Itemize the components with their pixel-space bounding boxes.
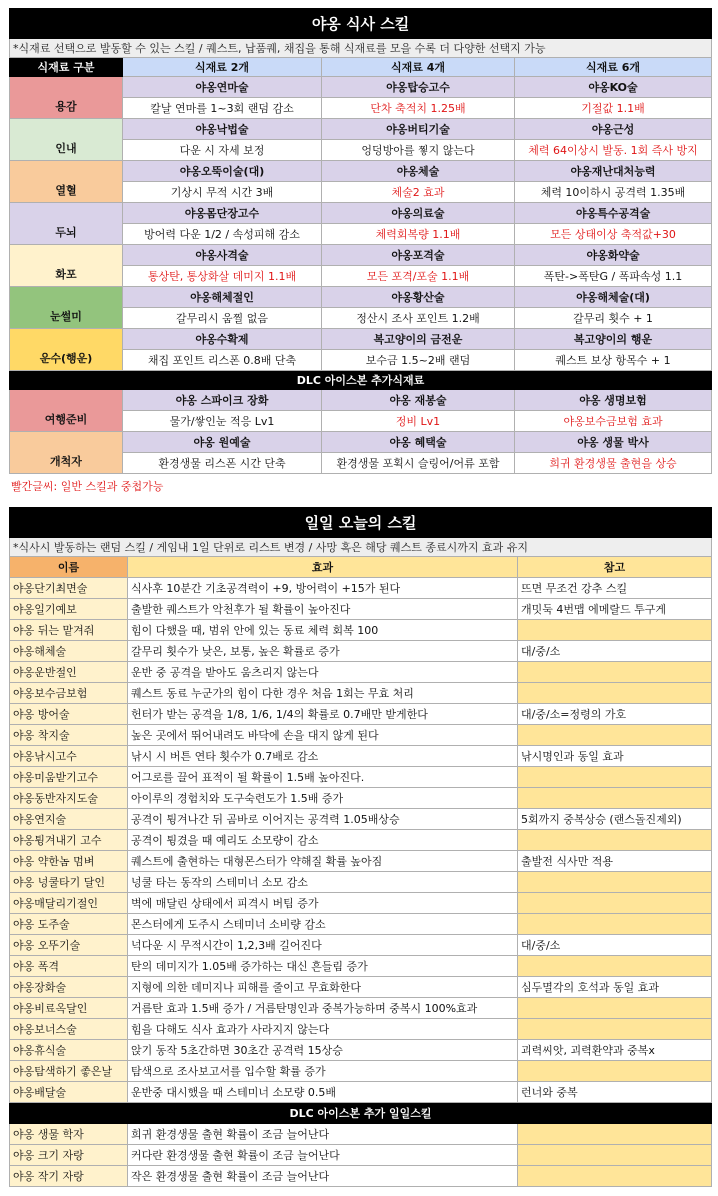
skill-reference: 출발전 식사만 적용 [518, 851, 712, 872]
skill-effect: 넝쿨 타는 동작의 스테미너 소모 감소 [128, 872, 518, 893]
table-row [10, 893, 712, 914]
skill-name: 야옹 도주술 [10, 914, 128, 935]
skill-name: 야옹보수금보험 [10, 683, 128, 704]
skill-effect: 보수금 1.5~2배 랜덤 [322, 350, 515, 371]
skill-name: 야옹 오뚜기술 [10, 935, 128, 956]
skill-effect: 채집 포인트 리스폰 0.8배 단축 [123, 350, 322, 371]
table-row [10, 809, 712, 830]
skill-reference [518, 1166, 712, 1187]
skill-effect: 앉기 동작 5초간하면 30초간 공격력 15상승 [128, 1040, 518, 1061]
skill-name: 야옹배달술 [10, 1082, 128, 1103]
skill-name: 야옹탑승고수 [322, 77, 515, 98]
skill-effect: 모든 포격/포술 1.1배 [322, 266, 515, 287]
skill-effect: 환경생물 리스폰 시간 단축 [123, 453, 322, 474]
skill-effect: 어그로를 끌어 표적이 될 확률이 1.5배 높아진다. [128, 767, 518, 788]
skill-reference [518, 620, 712, 641]
skill-name: 복고양이의 행운 [515, 329, 712, 350]
skill-reference: 뜨면 무조건 강추 스킬 [518, 578, 712, 599]
table-row [10, 788, 712, 809]
skill-name: 야옹황산술 [322, 287, 515, 308]
skill-name: 야옹장화술 [10, 977, 128, 998]
skill-name: 야옹 작기 자랑 [10, 1166, 128, 1187]
dlc-header: DLC 아이스본 추가식재료 [10, 371, 712, 390]
skill-name: 야옹 스파이크 장화 [123, 390, 322, 411]
skill-effect: 힘을 다해도 식사 효과가 사라지지 않는다 [128, 1019, 518, 1040]
ingredient-category: 운수(행운) [10, 329, 123, 371]
skill-effect: 엉덩방아를 찧지 않는다 [322, 140, 515, 161]
table-row [10, 1019, 712, 1040]
skill-effect: 운반중 대시했을 때 스테미너 소모량 0.5배 [128, 1082, 518, 1103]
skill-name: 야옹 생물 학자 [10, 1124, 128, 1145]
meal-skill-table [9, 8, 712, 474]
skill-reference: 대/중/소=정령의 가호 [518, 704, 712, 725]
skill-reference: 런너와 중복 [518, 1082, 712, 1103]
skill-name: 야옹운반절인 [10, 662, 128, 683]
section-note: *식사시 발동하는 랜덤 스킬 / 게임내 1일 단위로 리스트 변경 / 사망 혹은 해당 퀘스트 종료시까지 효과 유지 [10, 538, 712, 557]
table-row [10, 767, 712, 788]
skill-name: 야옹해체술 [10, 641, 128, 662]
skill-name: 야옹연마술 [123, 77, 322, 98]
skill-effect: 갈무리 횟수 + 1 [515, 308, 712, 329]
table-row [10, 1124, 712, 1145]
skill-effect: 탄의 데미지가 1.05배 증가하는 대신 흔들림 증가 [128, 956, 518, 977]
ingredient-category: 눈썰미 [10, 287, 123, 329]
skill-name: 야옹 크기 자랑 [10, 1145, 128, 1166]
table-row [10, 998, 712, 1019]
skill-effect: 기상시 무적 시간 3배 [123, 182, 322, 203]
column-header: 참고 [518, 557, 712, 578]
column-header: 효과 [128, 557, 518, 578]
table-row [10, 620, 712, 641]
skill-effect: 다운 시 자세 보정 [123, 140, 322, 161]
skill-name: 야옹포격술 [322, 245, 515, 266]
skill-effect: 야옹보수금보험 효과 [515, 411, 712, 432]
skill-name: 야옹KO술 [515, 77, 712, 98]
skill-reference [518, 956, 712, 977]
red-text-legend: 빨간글씨: 일반 스킬과 중첩가능 [11, 480, 164, 493]
skill-reference: 낚시명인과 동일 효과 [518, 746, 712, 767]
skill-effect: 체력회복량 1.1배 [322, 224, 515, 245]
skill-reference [518, 872, 712, 893]
skill-reference [518, 914, 712, 935]
skill-effect: 모든 상태이상 축적값+30 [515, 224, 712, 245]
ingredient-category: 화포 [10, 245, 123, 287]
skill-reference: 심두멸각의 호석과 동일 효과 [518, 977, 712, 998]
skill-name: 야옹 넝쿨타기 달인 [10, 872, 128, 893]
skill-name: 야옹 약한놈 멈벼 [10, 851, 128, 872]
skill-effect: 탐색으로 조사보고서를 입수할 확률 증가 [128, 1061, 518, 1082]
ingredient-category: 열혈 [10, 161, 123, 203]
skill-reference [518, 830, 712, 851]
column-header: 식재료 2개 [123, 58, 322, 77]
skill-effect: 갈무리 횟수가 낮은, 보통, 높은 확률로 증가 [128, 641, 518, 662]
skill-effect: 체력 10이하시 공격력 1.35배 [515, 182, 712, 203]
section-title: 일일 오늘의 스킬 [10, 508, 712, 538]
skill-effect: 희귀 환경생물 출현 확률이 조금 늘어난다 [128, 1124, 518, 1145]
skill-reference: 5회까지 중복상승 (랜스돌진제외) [518, 809, 712, 830]
skill-name: 야옹 착지술 [10, 725, 128, 746]
ingredient-category: 여행준비 [10, 390, 123, 432]
skill-name: 야옹오뚝이술(대) [123, 161, 322, 182]
table-row [10, 872, 712, 893]
skill-name: 야옹매달리기절인 [10, 893, 128, 914]
table-row [10, 578, 712, 599]
skill-name: 야옹체술 [322, 161, 515, 182]
skill-reference: 개밋둑 4번맵 에메랄드 투구게 [518, 599, 712, 620]
skill-reference: 대/중/소 [518, 641, 712, 662]
skill-reference [518, 1124, 712, 1145]
skill-name: 야옹근성 [515, 119, 712, 140]
table-row [10, 1061, 712, 1082]
skill-effect: 정비 Lv1 [322, 411, 515, 432]
column-header: 식재료 6개 [515, 58, 712, 77]
skill-name: 야옹동반자지도술 [10, 788, 128, 809]
skill-name: 야옹해체절인 [123, 287, 322, 308]
skill-effect: 거름탄 효과 1.5배 증가 / 거름탄명인과 중복가능하며 중복시 100%효과 [128, 998, 518, 1019]
skill-effect: 기절값 1.1배 [515, 98, 712, 119]
skill-effect: 퀘스트 보상 항목수 + 1 [515, 350, 712, 371]
skill-effect: 헌터가 받는 공격을 1/8, 1/6, 1/4의 확률로 0.7배만 받게한다 [128, 704, 518, 725]
table-row [10, 1166, 712, 1187]
skill-reference: 괴력씨앗, 괴력환약과 중복x [518, 1040, 712, 1061]
skill-effect: 환경생물 포획시 슬링어/어류 포함 [322, 453, 515, 474]
skill-name: 야옹 생명보험 [515, 390, 712, 411]
ingredient-category: 용감 [10, 77, 123, 119]
skill-reference [518, 788, 712, 809]
skill-reference [518, 683, 712, 704]
skill-name: 야옹낙법술 [123, 119, 322, 140]
skill-effect: 식사후 10분간 기초공격력이 +9, 방어력이 +15가 된다 [128, 578, 518, 599]
skill-name: 야옹 혜택술 [322, 432, 515, 453]
skill-effect: 커다란 환경생물 출현 확률이 조금 늘어난다 [128, 1145, 518, 1166]
column-header: 식재료 4개 [322, 58, 515, 77]
table-row [10, 1145, 712, 1166]
skill-reference [518, 662, 712, 683]
skill-name: 야옹 폭격 [10, 956, 128, 977]
skill-reference: 대/중/소 [518, 935, 712, 956]
column-header: 이름 [10, 557, 128, 578]
skill-name: 야옹몸단장고수 [123, 203, 322, 224]
skill-effect: 갈무리시 움찔 없음 [123, 308, 322, 329]
daily-skill-table [9, 507, 712, 1187]
skill-effect: 물가/쌓인눈 적응 Lv1 [123, 411, 322, 432]
skill-effect: 넉다운 시 무적시간이 1,2,3배 길어진다 [128, 935, 518, 956]
skill-name: 야옹 뒤는 맡겨줘 [10, 620, 128, 641]
skill-name: 야옹튕겨내기 고수 [10, 830, 128, 851]
skill-name: 야옹낚시고수 [10, 746, 128, 767]
skill-name: 야옹특수공격술 [515, 203, 712, 224]
table-row [10, 956, 712, 977]
skill-name: 야옹 방어술 [10, 704, 128, 725]
ingredient-category: 개척자 [10, 432, 123, 474]
table-row [10, 725, 712, 746]
table-row [10, 599, 712, 620]
skill-name: 야옹재난대처능력 [515, 161, 712, 182]
skill-name: 야옹비료옥달인 [10, 998, 128, 1019]
skill-effect: 퀘스트에 출현하는 대형몬스터가 약해질 확률 높아짐 [128, 851, 518, 872]
skill-effect: 벽에 매달린 상태에서 피격시 버팀 증가 [128, 893, 518, 914]
ingredient-category: 두뇌 [10, 203, 123, 245]
skill-effect: 폭탄->폭탄G / 폭파속성 1.1 [515, 266, 712, 287]
skill-reference [518, 767, 712, 788]
skill-effect: 지형에 의한 데미지나 피해를 줄이고 무효화한다 [128, 977, 518, 998]
table-row [10, 662, 712, 683]
skill-effect: 작은 환경생물 출현 확률이 조금 늘어난다 [128, 1166, 518, 1187]
skill-effect: 몬스터에게 도주시 스테미너 소비량 감소 [128, 914, 518, 935]
skill-effect: 체술2 효과 [322, 182, 515, 203]
skill-effect: 출발한 퀘스트가 악천후가 될 확률이 높아진다 [128, 599, 518, 620]
skill-name: 야옹탐색하기 좋은날 [10, 1061, 128, 1082]
ingredient-category: 인내 [10, 119, 123, 161]
table-row [10, 914, 712, 935]
skill-effect: 힘이 다했을 때, 범위 안에 있는 동료 체력 회복 100 [128, 620, 518, 641]
skill-effect: 아이루의 경험치와 도구숙련도가 1.5배 증가 [128, 788, 518, 809]
dlc-header: DLC 아이스본 추가 일일스킬 [10, 1103, 712, 1124]
skill-reference [518, 893, 712, 914]
skill-name: 야옹연지술 [10, 809, 128, 830]
skill-effect: 퀘스트 동료 누군가의 힘이 다한 경우 처음 1회는 무효 처리 [128, 683, 518, 704]
skill-name: 야옹일기예보 [10, 599, 128, 620]
skill-effect: 단차 축적치 1.25배 [322, 98, 515, 119]
section-title: 야옹 식사 스킬 [10, 9, 712, 39]
skill-reference [518, 1145, 712, 1166]
skill-reference [518, 1061, 712, 1082]
skill-name: 야옹 원예술 [123, 432, 322, 453]
skill-reference [518, 998, 712, 1019]
table-row [10, 977, 712, 998]
skill-reference [518, 1019, 712, 1040]
table-row [10, 851, 712, 872]
skill-name: 야옹 재봉술 [322, 390, 515, 411]
skill-name: 야옹해체술(대) [515, 287, 712, 308]
skill-name: 야옹 생물 박사 [515, 432, 712, 453]
table-row [10, 935, 712, 956]
skill-effect: 정산시 조사 포인트 1.2배 [322, 308, 515, 329]
skill-effect: 운반 중 공격을 받아도 움츠리지 않는다 [128, 662, 518, 683]
column-header: 식재료 구분 [10, 58, 123, 77]
skill-effect: 통상탄, 통상화살 데미지 1.1배 [123, 266, 322, 287]
skill-effect: 공격이 튕겼을 때 예리도 소모량이 감소 [128, 830, 518, 851]
skill-effect: 칼날 연마를 1~3회 랜덤 감소 [123, 98, 322, 119]
skill-name: 야옹단기최면술 [10, 578, 128, 599]
skill-name: 야옹사격술 [123, 245, 322, 266]
table-row [10, 746, 712, 767]
skill-effect: 희귀 환경생물 출현을 상승 [515, 453, 712, 474]
skill-name: 야옹버티기술 [322, 119, 515, 140]
skill-name: 야옹휴식술 [10, 1040, 128, 1061]
skill-name: 야옹화약술 [515, 245, 712, 266]
skill-effect: 공격이 튕겨나간 뒤 곰바로 이어지는 공격력 1.05배상승 [128, 809, 518, 830]
skill-effect: 높은 곳에서 뛰어내려도 바닥에 손을 대지 않게 된다 [128, 725, 518, 746]
skill-effect: 체력 64이상시 발동. 1회 즉사 방지 [515, 140, 712, 161]
table-row [10, 1040, 712, 1061]
skill-name: 복고양이의 금전운 [322, 329, 515, 350]
table-row [10, 683, 712, 704]
skill-effect: 낚시 시 버튼 연타 횟수가 0.7배로 감소 [128, 746, 518, 767]
table-row [10, 830, 712, 851]
skill-reference [518, 725, 712, 746]
skill-effect: 방어력 다운 1/2 / 속성피해 감소 [123, 224, 322, 245]
skill-name: 야옹보너스술 [10, 1019, 128, 1040]
table-row [10, 1082, 712, 1103]
section-note: *식재료 선택으로 발동할 수 있는 스킬 / 퀘스트, 납품퀘, 채집을 통해 식재료를 모을 수록 더 다양한 선택지 가능 [10, 39, 712, 58]
table-row [10, 641, 712, 662]
skill-name: 야옹수확제 [123, 329, 322, 350]
skill-name: 야옹미움받기고수 [10, 767, 128, 788]
skill-name: 야옹의료술 [322, 203, 515, 224]
table-row [10, 704, 712, 725]
